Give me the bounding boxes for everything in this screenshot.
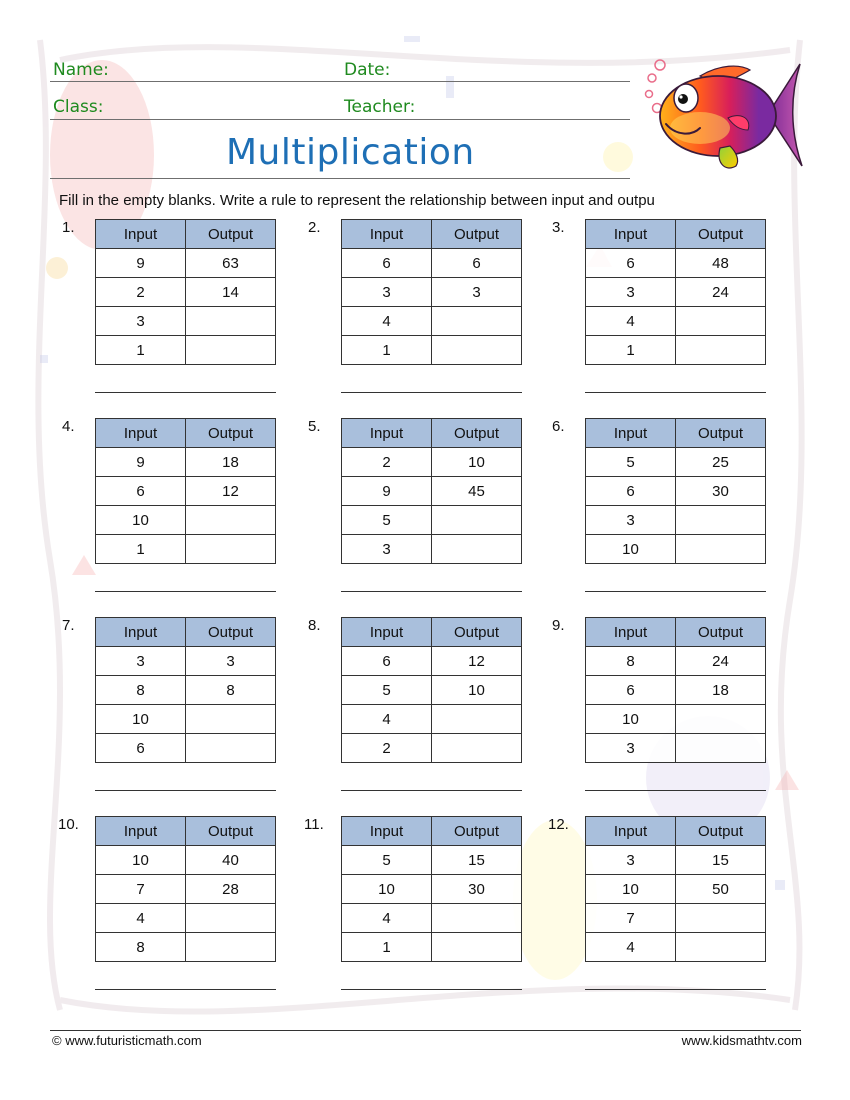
input-cell: 4 — [586, 933, 676, 962]
output-cell[interactable] — [676, 307, 766, 336]
output-cell[interactable] — [432, 336, 522, 365]
output-cell: 3 — [186, 647, 276, 676]
output-cell: 24 — [676, 278, 766, 307]
input-cell: 4 — [342, 307, 432, 336]
input-cell: 6 — [586, 477, 676, 506]
output-cell[interactable] — [432, 307, 522, 336]
class-teacher-line — [50, 119, 630, 120]
output-cell: 24 — [676, 647, 766, 676]
table-row — [96, 249, 276, 278]
output-cell[interactable] — [676, 705, 766, 734]
output-cell: 15 — [432, 846, 522, 875]
instructions-text: Fill in the empty blanks. Write a rule to represent the relationship between input and outpu — [59, 192, 655, 209]
input-cell: 2 — [342, 448, 432, 477]
name-label: Name: — [53, 60, 109, 80]
output-cell: 30 — [432, 875, 522, 904]
table-row — [342, 249, 522, 278]
problem-number: 11. — [304, 816, 324, 833]
input-cell: 8 — [586, 647, 676, 676]
input-output-table — [95, 219, 276, 365]
output-cell[interactable] — [676, 904, 766, 933]
output-cell: 10 — [432, 676, 522, 705]
rule-answer-line[interactable] — [341, 989, 522, 990]
input-cell: 3 — [586, 734, 676, 763]
input-output-table — [95, 617, 276, 763]
fish-mascot-icon — [640, 56, 805, 174]
table-row — [586, 904, 766, 933]
date-label: Date: — [344, 60, 391, 80]
table-row — [586, 535, 766, 564]
input-cell: 1 — [342, 336, 432, 365]
problem-number: 10. — [58, 816, 79, 833]
problem-1 — [62, 219, 302, 409]
input-output-table — [585, 418, 766, 564]
output-cell: 18 — [186, 448, 276, 477]
problem-3 — [552, 219, 792, 409]
problem-number: 6. — [552, 418, 565, 435]
problem-10 — [58, 816, 302, 1006]
rule-answer-line[interactable] — [95, 591, 276, 592]
output-cell: 48 — [676, 249, 766, 278]
output-cell[interactable] — [186, 307, 276, 336]
rule-answer-line[interactable] — [341, 392, 522, 393]
table-row — [96, 647, 276, 676]
output-cell: 3 — [432, 278, 522, 307]
input-cell: 8 — [96, 676, 186, 705]
input-header: Input — [586, 817, 676, 846]
table-row — [342, 278, 522, 307]
rule-answer-line[interactable] — [341, 790, 522, 791]
input-cell: 7 — [96, 875, 186, 904]
output-header: Output — [432, 618, 522, 647]
output-cell: 14 — [186, 278, 276, 307]
output-cell: 8 — [186, 676, 276, 705]
output-cell[interactable] — [186, 734, 276, 763]
output-cell: 30 — [676, 477, 766, 506]
table-row — [586, 647, 766, 676]
input-cell: 3 — [96, 307, 186, 336]
output-header: Output — [676, 419, 766, 448]
table-row — [342, 933, 522, 962]
output-header: Output — [432, 817, 522, 846]
input-cell: 10 — [96, 846, 186, 875]
output-header: Output — [186, 618, 276, 647]
input-cell: 3 — [586, 278, 676, 307]
output-header: Output — [432, 419, 522, 448]
table-row — [342, 336, 522, 365]
table-row — [96, 846, 276, 875]
table-row — [586, 249, 766, 278]
input-cell: 3 — [96, 647, 186, 676]
input-cell: 1 — [586, 336, 676, 365]
output-cell: 25 — [676, 448, 766, 477]
output-header: Output — [186, 220, 276, 249]
output-cell: 28 — [186, 875, 276, 904]
output-cell: 40 — [186, 846, 276, 875]
table-row — [342, 535, 522, 564]
input-cell: 9 — [96, 448, 186, 477]
output-cell: 12 — [186, 477, 276, 506]
output-cell[interactable] — [432, 904, 522, 933]
output-cell[interactable] — [186, 336, 276, 365]
table-row — [586, 336, 766, 365]
output-header: Output — [186, 419, 276, 448]
input-cell: 5 — [342, 676, 432, 705]
problem-5 — [308, 418, 548, 608]
rule-answer-line[interactable] — [585, 790, 766, 791]
table-row — [96, 448, 276, 477]
teacher-label: Teacher: — [344, 97, 416, 117]
input-cell: 6 — [586, 249, 676, 278]
input-output-table — [341, 617, 522, 763]
input-cell: 10 — [586, 875, 676, 904]
table-row — [96, 535, 276, 564]
input-cell: 6 — [342, 647, 432, 676]
input-cell: 4 — [342, 705, 432, 734]
input-cell: 10 — [96, 506, 186, 535]
output-cell[interactable] — [186, 535, 276, 564]
output-cell[interactable] — [676, 933, 766, 962]
table-row — [586, 705, 766, 734]
table-row — [96, 705, 276, 734]
table-row — [586, 846, 766, 875]
input-cell: 5 — [586, 448, 676, 477]
problem-8 — [308, 617, 548, 807]
table-row — [586, 506, 766, 535]
table-row — [96, 933, 276, 962]
input-cell: 2 — [96, 278, 186, 307]
output-cell[interactable] — [432, 535, 522, 564]
table-row — [96, 506, 276, 535]
input-cell: 10 — [586, 535, 676, 564]
input-cell: 6 — [586, 676, 676, 705]
input-header: Input — [96, 618, 186, 647]
table-row — [96, 336, 276, 365]
input-cell: 10 — [342, 875, 432, 904]
table-row — [586, 477, 766, 506]
output-header: Output — [186, 817, 276, 846]
input-output-table — [585, 816, 766, 962]
table-row — [586, 278, 766, 307]
problem-number: 4. — [62, 418, 75, 435]
input-cell: 1 — [342, 933, 432, 962]
output-cell[interactable] — [186, 506, 276, 535]
problem-number: 2. — [308, 219, 321, 236]
problem-2 — [308, 219, 548, 409]
output-header: Output — [676, 220, 766, 249]
table-row — [342, 875, 522, 904]
rule-answer-line[interactable] — [95, 989, 276, 990]
table-row — [586, 448, 766, 477]
problem-4 — [62, 418, 302, 608]
table-row — [586, 676, 766, 705]
input-cell: 6 — [96, 477, 186, 506]
problem-6 — [552, 418, 792, 608]
input-cell: 8 — [96, 933, 186, 962]
rule-answer-line[interactable] — [341, 591, 522, 592]
output-cell[interactable] — [432, 506, 522, 535]
rule-answer-line[interactable] — [585, 989, 766, 990]
output-cell[interactable] — [676, 535, 766, 564]
title-underline — [50, 178, 630, 179]
output-cell[interactable] — [432, 734, 522, 763]
output-cell: 6 — [432, 249, 522, 278]
output-cell: 45 — [432, 477, 522, 506]
input-header: Input — [342, 220, 432, 249]
input-output-table — [95, 418, 276, 564]
input-header: Input — [586, 220, 676, 249]
table-row — [342, 705, 522, 734]
output-cell[interactable] — [186, 705, 276, 734]
input-cell: 3 — [586, 506, 676, 535]
table-row — [586, 734, 766, 763]
rule-answer-line[interactable] — [585, 392, 766, 393]
problem-number: 1. — [62, 219, 75, 236]
input-output-table — [95, 816, 276, 962]
input-cell: 6 — [96, 734, 186, 763]
input-output-table — [585, 617, 766, 763]
input-cell: 10 — [96, 705, 186, 734]
output-cell[interactable] — [432, 705, 522, 734]
input-header: Input — [96, 817, 186, 846]
footer-website: www.kidsmathtv.com — [681, 1033, 802, 1048]
input-cell: 1 — [96, 535, 186, 564]
table-row — [342, 307, 522, 336]
table-row — [96, 676, 276, 705]
input-cell: 6 — [342, 249, 432, 278]
class-label: Class: — [53, 97, 104, 117]
problem-number: 9. — [552, 617, 565, 634]
table-row — [586, 933, 766, 962]
input-output-table — [341, 816, 522, 962]
input-cell: 3 — [586, 846, 676, 875]
input-header: Input — [586, 618, 676, 647]
table-row — [586, 307, 766, 336]
input-cell: 5 — [342, 846, 432, 875]
output-cell: 15 — [676, 846, 766, 875]
problem-number: 8. — [308, 617, 321, 634]
table-row — [96, 307, 276, 336]
input-header: Input — [96, 220, 186, 249]
table-row — [586, 875, 766, 904]
output-header: Output — [676, 817, 766, 846]
output-cell: 12 — [432, 647, 522, 676]
input-output-table — [341, 219, 522, 365]
rule-answer-line[interactable] — [95, 790, 276, 791]
table-row — [342, 676, 522, 705]
input-header: Input — [342, 419, 432, 448]
input-header: Input — [586, 419, 676, 448]
problem-9 — [552, 617, 792, 807]
input-cell: 4 — [342, 904, 432, 933]
table-row — [342, 506, 522, 535]
table-row — [96, 278, 276, 307]
input-cell: 2 — [342, 734, 432, 763]
input-header: Input — [96, 419, 186, 448]
input-cell: 10 — [586, 705, 676, 734]
input-cell: 4 — [96, 904, 186, 933]
input-cell: 9 — [96, 249, 186, 278]
output-header: Output — [676, 618, 766, 647]
output-header: Output — [432, 220, 522, 249]
output-cell: 63 — [186, 249, 276, 278]
output-cell[interactable] — [186, 904, 276, 933]
input-cell: 9 — [342, 477, 432, 506]
problem-number: 7. — [62, 617, 75, 634]
rule-answer-line[interactable] — [585, 591, 766, 592]
input-output-table — [585, 219, 766, 365]
output-cell[interactable] — [676, 336, 766, 365]
footer-copyright: © www.futuristicmath.com — [52, 1033, 202, 1048]
input-cell: 3 — [342, 278, 432, 307]
input-output-table — [341, 418, 522, 564]
input-header: Input — [342, 817, 432, 846]
table-row — [342, 904, 522, 933]
output-cell[interactable] — [432, 933, 522, 962]
table-row — [96, 734, 276, 763]
footer-divider — [50, 1030, 801, 1031]
problem-number: 3. — [552, 219, 565, 236]
name-date-line — [50, 81, 630, 82]
table-row — [342, 647, 522, 676]
output-cell[interactable] — [676, 734, 766, 763]
problem-11 — [304, 816, 548, 1006]
table-row — [342, 448, 522, 477]
table-row — [342, 734, 522, 763]
rule-answer-line[interactable] — [95, 392, 276, 393]
table-row — [342, 477, 522, 506]
problem-12 — [548, 816, 792, 1006]
problem-7 — [62, 617, 302, 807]
input-cell: 4 — [586, 307, 676, 336]
output-cell[interactable] — [676, 506, 766, 535]
table-row — [342, 846, 522, 875]
problem-number: 5. — [308, 418, 321, 435]
page-title: Multiplication — [226, 132, 475, 173]
input-cell: 5 — [342, 506, 432, 535]
table-row — [96, 904, 276, 933]
output-cell: 18 — [676, 676, 766, 705]
problem-number: 12. — [548, 816, 569, 833]
table-row — [96, 477, 276, 506]
input-cell: 3 — [342, 535, 432, 564]
output-cell: 10 — [432, 448, 522, 477]
input-cell: 1 — [96, 336, 186, 365]
output-cell[interactable] — [186, 933, 276, 962]
input-header: Input — [342, 618, 432, 647]
output-cell: 50 — [676, 875, 766, 904]
input-cell: 7 — [586, 904, 676, 933]
table-row — [96, 875, 276, 904]
